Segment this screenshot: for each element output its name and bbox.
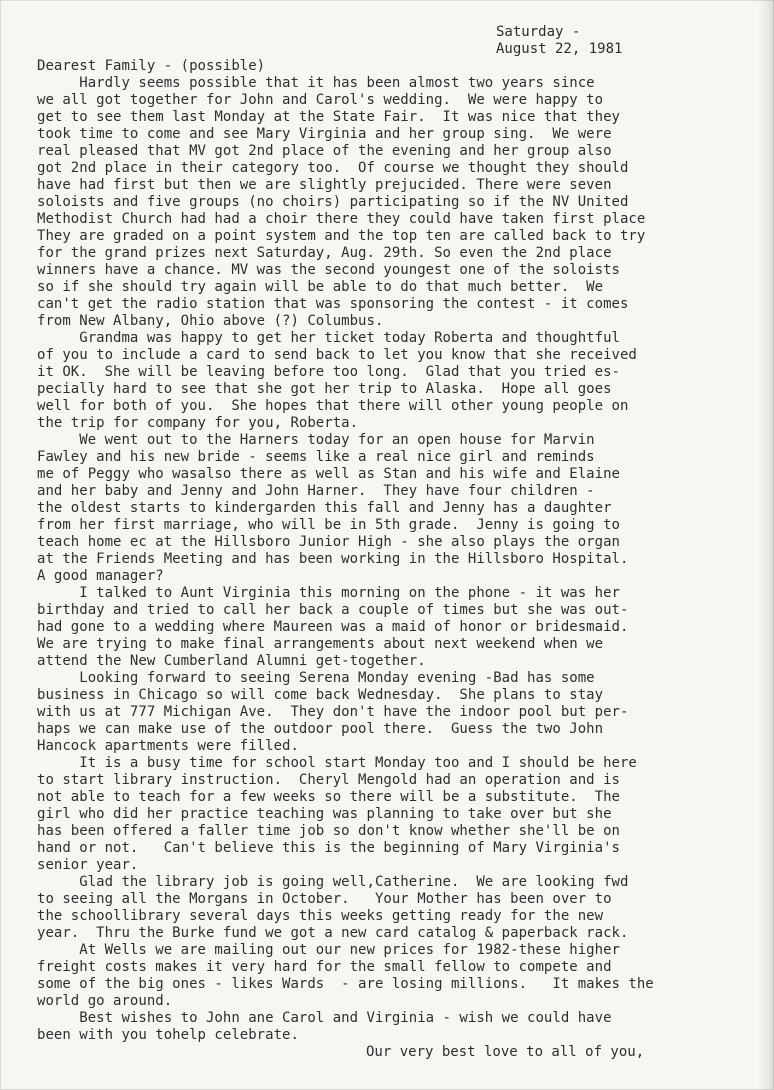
letter-line: pecially hard to see that she got her trip to Alaska. Hope all goes: [37, 381, 612, 397]
letter-line: had gone to a wedding where Maureen was a maid of honor or bridesmaid.: [37, 619, 629, 635]
letter-closing: Our very best love to all of you,: [366, 1044, 645, 1060]
letter-line: attend the New Cumberland Alumni get-together.: [37, 653, 426, 669]
letter-line: birthday and tried to call her back a couple of times but she was out-: [37, 602, 629, 618]
dateline: [496, 24, 622, 58]
letter-line: Hancock apartments were filled.: [37, 738, 299, 754]
letter-line: the trip for company for you, Roberta.: [37, 415, 359, 431]
letter-line: get to see them last Monday at the State Fair. It was nice that they: [37, 109, 620, 125]
letter-line: I talked to Aunt Virginia this morning on the phone - it was her: [37, 585, 620, 601]
paper-edge-shadow: [758, 0, 774, 1090]
letter-line: at the Friends Meeting and has been working in the Hillsboro Hospital.: [37, 551, 629, 567]
letter-line: took time to come and see Mary Virginia and her group sing. We were: [37, 126, 612, 142]
letter-line: to seeing all the Morgans in October. Your Mother has been over to: [37, 891, 612, 907]
date-day: Saturday -: [496, 24, 581, 40]
letter-line: so if she should try again will be able to do that much better. We: [37, 279, 604, 295]
letter-line: teach home ec at the Hillsboro Junior High - she also plays the organ: [37, 534, 620, 550]
letter-line: Best wishes to John ane Carol and Virginia - wish we could have: [37, 1010, 612, 1026]
letter-line: the schoollibrary several days this weeks getting ready for the new: [37, 908, 604, 924]
letter-line: They are graded on a point system and the top ten are called back to try: [37, 228, 646, 244]
letter-line: world go around.: [37, 993, 173, 1009]
letter-line: been with you tohelp celebrate.: [37, 1027, 299, 1043]
letter-line: for the grand prizes next Saturday, Aug. 29th. So even the 2nd place: [37, 245, 612, 261]
letter-line: the oldest starts to kindergarden this fall and Jenny has a daughter: [37, 500, 612, 516]
letter-line: not able to teach for a few weeks so there will be a substitute. The: [37, 789, 620, 805]
letter-line: Methodist Church had had a choir there they could have taken first place: [37, 211, 646, 227]
letter-body: [37, 58, 757, 1044]
letter-line: has been offered a faller time job so don't know whether she'll be on: [37, 823, 620, 839]
letter-line: winners have a chance. MV was the second youngest one of the soloists: [37, 262, 620, 278]
letter-line: Glad the library job is going well,Catherine. We are looking fwd: [37, 874, 629, 890]
letter-line: from her first marriage, who will be in 5th grade. Jenny is going to: [37, 517, 620, 533]
letter-line: and her baby and Jenny and John Harner. They have four children -: [37, 483, 595, 499]
letter-line: Fawley and his new bride - seems like a real nice girl and reminds: [37, 449, 595, 465]
date-full: August 22, 1981: [496, 41, 623, 57]
letter-line: soloists and five groups (no choirs) participating so if the NV United: [37, 194, 629, 210]
letter-line: freight costs makes it very hard for the small fellow to compete and: [37, 959, 612, 975]
letter-line: year. Thru the Burke fund we got a new card catalog & paperback rack.: [37, 925, 629, 941]
letter-line: have had first but then we are slightly prejucided. There were seven: [37, 177, 612, 193]
letter-line: me of Peggy who wasalso there as well as Stan and his wife and Elaine: [37, 466, 620, 482]
letter-line: business in Chicago so will come back Wednesday. She plans to stay: [37, 687, 604, 703]
letter-line: with us at 777 Michigan Ave. They don't have the indoor pool but per-: [37, 704, 629, 720]
salutation: Dearest Family - (possible): [37, 58, 266, 74]
letter-line: We are trying to make final arrangements about next weekend when we: [37, 636, 604, 652]
letter-line: senior year.: [37, 857, 139, 873]
letter-line: it OK. She will be leaving before too long. Glad that you tried es-: [37, 364, 620, 380]
letter-line: some of the big ones - likes Wards - are losing millions. It makes the: [37, 976, 654, 992]
letter-line: Looking forward to seeing Serena Monday evening -Bad has some: [37, 670, 595, 686]
letter-line: from New Albany, Ohio above (?) Columbus.: [37, 313, 384, 329]
letter-line: can't get the radio station that was sponsoring the contest - it comes: [37, 296, 629, 312]
letter-line: It is a busy time for school start Monday too and I should be here: [37, 755, 637, 771]
letter-line: well for both of you. She hopes that there will other young people on: [37, 398, 629, 414]
letter-line: we all got together for John and Carol's wedding. We were happy to: [37, 92, 604, 108]
letter-line: girl who did her practice teaching was planning to take over but she: [37, 806, 612, 822]
letter-line: At Wells we are mailing out our new prices for 1982-these higher: [37, 942, 620, 958]
letter-line: to start library instruction. Cheryl Mengold had an operation and is: [37, 772, 620, 788]
letter-line: Grandma was happy to get her ticket today Roberta and thoughtful: [37, 330, 620, 346]
letter-line: We went out to the Harners today for an open house for Marvin: [37, 432, 595, 448]
letter-line: Hardly seems possible that it has been almost two years since: [37, 75, 595, 91]
letter-line: hand or not. Can't believe this is the beginning of Mary Virginia's: [37, 840, 620, 856]
letter-line: A good manager?: [37, 568, 164, 584]
letter-line: real pleased that MV got 2nd place of the evening and her group also: [37, 143, 612, 159]
letter-line: got 2nd place in their category too. Of course we thought they should: [37, 160, 629, 176]
letter-line: haps we can make use of the outdoor pool there. Guess the two John: [37, 721, 604, 737]
letter-line: of you to include a card to send back to let you know that she received: [37, 347, 637, 363]
